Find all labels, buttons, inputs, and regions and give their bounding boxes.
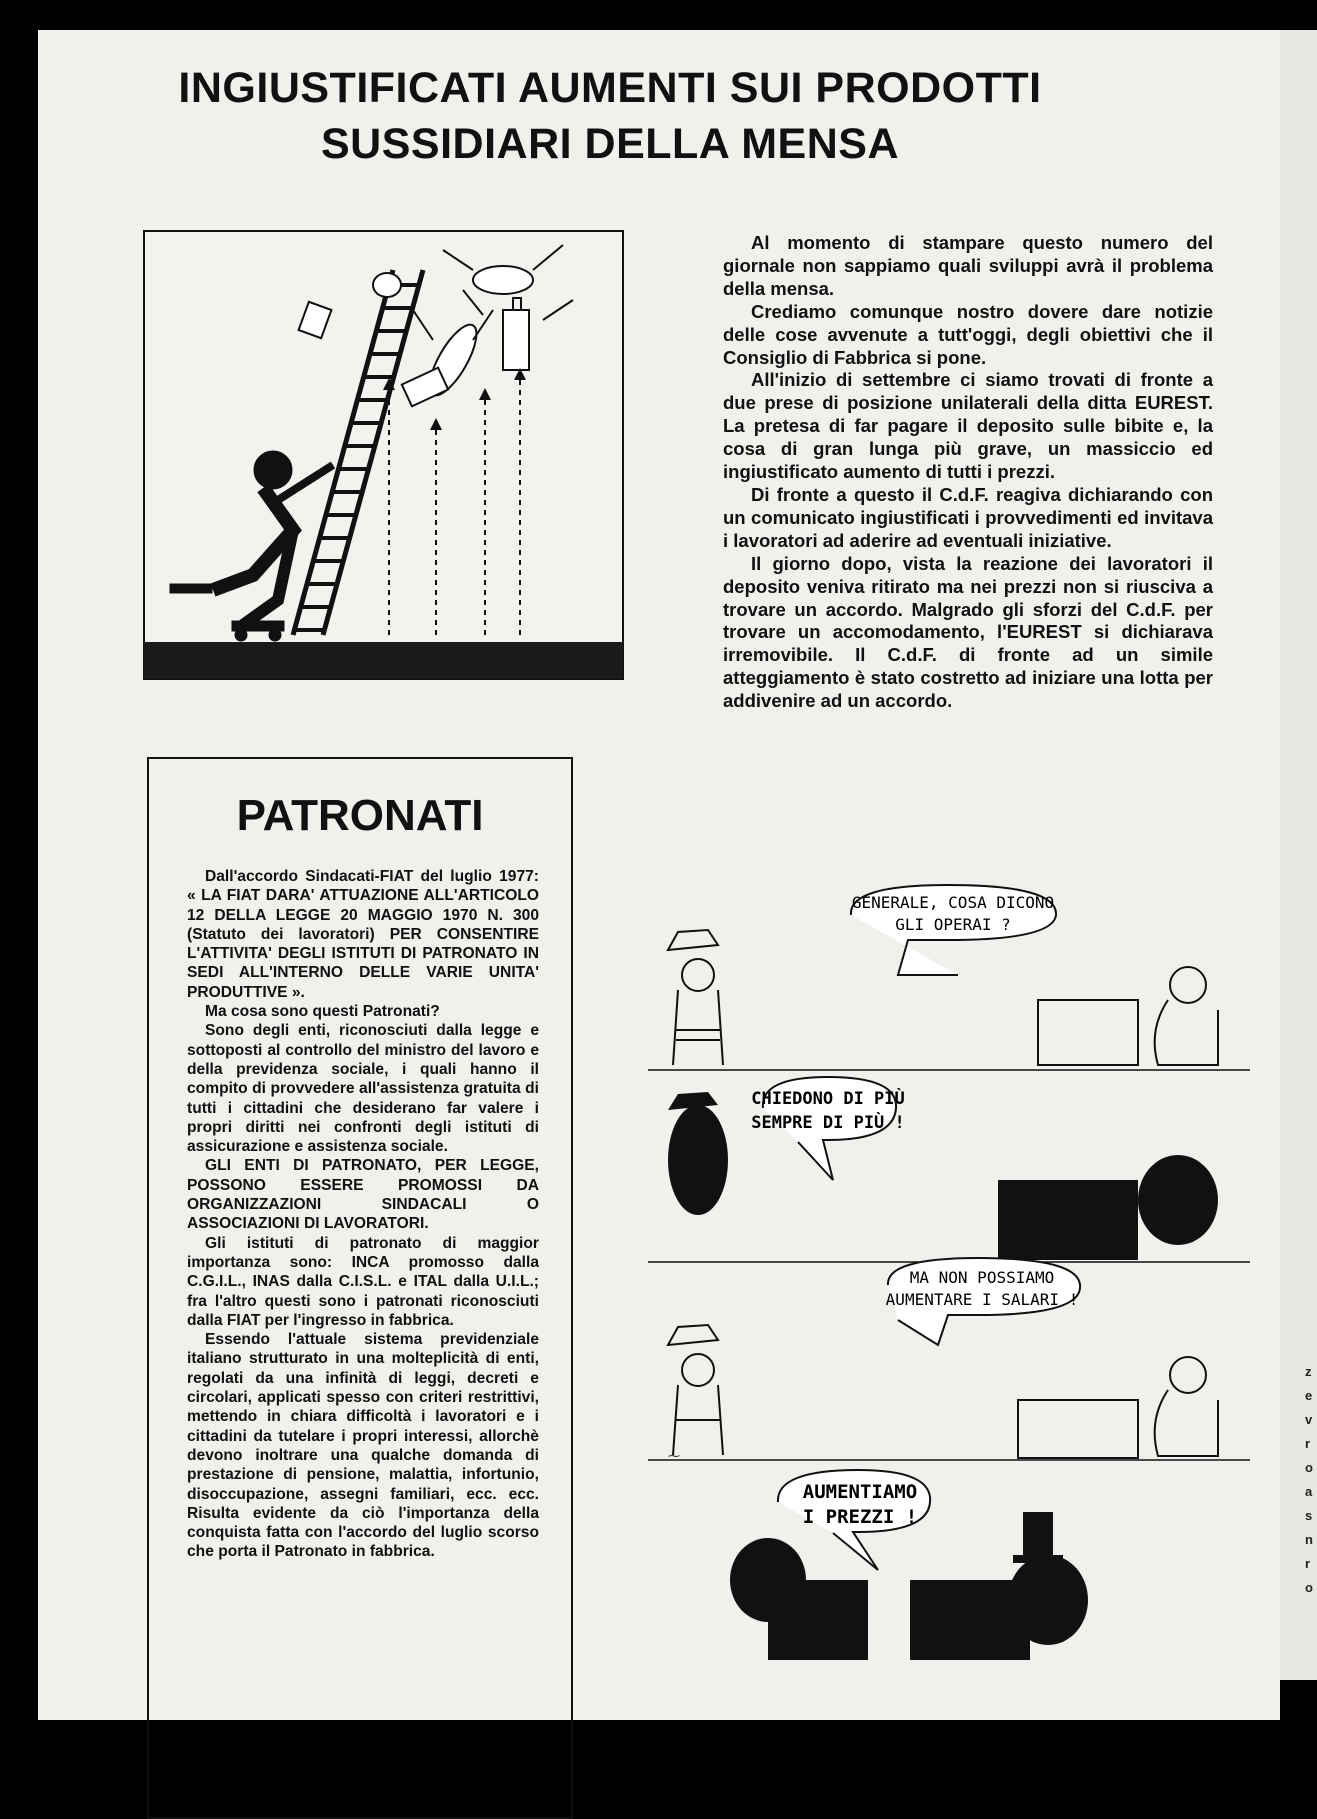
headline-line-2: SUSSIDIARI DELLA MENSA [321, 120, 899, 168]
patronati-paragraph: Ma cosa sono questi Patronati? [205, 1003, 440, 1021]
adjacent-page-text: z e v r o a s n r o [1305, 1364, 1313, 1595]
patronati-paragraph: Gli istituti di patronato di maggior importanza sono: INCA promosso dalla C.G.I.L., INAS dalla C.I.S.L. e ITAL dalla U.I.L.; fra l'altro questi sono i patronati riconosciuti dalla FIAT per l'ingresso in fabbrica. [187, 1234, 539, 1329]
svg-text:⁓: ⁓ [668, 1449, 680, 1463]
comic-text-1a: GENERALE, COSA DICONO [851, 893, 1055, 912]
comic-text-2b: SEMPRE DI PIÙ ! [751, 1113, 905, 1133]
comic-text-4a: AUMENTIAMO [802, 1481, 918, 1503]
comic-text-4b: I PREZZI ! [802, 1506, 918, 1528]
article-paragraph: All'inizio di settembre ci siamo trovati di fronte a due prese di posizione unilaterali della ditta EUREST. La pretesa di far pagare il deposito sulle bibite e, la cosa di gran lunga più grave, un massiccio ed ingiustificato aumento di tutti i prezzi. [723, 369, 1213, 483]
ladder-cartoon [143, 230, 624, 680]
comic-panel-1 [668, 885, 1218, 1065]
article-paragraph: Al momento di stampare questo numero del giornale non sappiamo quali sviluppi avrà il problema della mensa. [723, 232, 1213, 299]
patronati-paragraph: Sono degli enti, riconosciuti dalla legge e sottoposti al controllo del ministro del lavoro e della previdenza sociale, i quali hanno il compito di provvedere all'assistenza gratuita di tutti i cittadini che desiderano far valere i propri diritti nei confronti degli istituti di assicurazione e assistenza sociale. [187, 1022, 539, 1156]
patronati-paragraph: Dall'accordo Sindacati-FIAT del luglio 1977: « LA FIAT DARA' ATTUAZIONE ALL'ARTICOLO 12 DELLA LEGGE 20 MAGGIO 1970 N. 300 (Statuto dei lavoratori) PER CONSENTIRE L'ATTIVITA' DEGLI ISTITUTI DI PATRONATO IN SEDI ALL'INTERNO DELLE VARIE UNITA' PRODUTTIVE ». [187, 868, 539, 1001]
patronati-title: PATRONATI [236, 791, 484, 840]
patronati-body [187, 867, 539, 1562]
mensa-article [723, 232, 1213, 713]
comic-text-2a: CHIEDONO DI PIÙ [751, 1089, 905, 1109]
comic-strip [648, 880, 1250, 1670]
patronati-paragraph: Essendo l'attuale sistema previdenziale italiano strutturato in una molteplicità di enti, regolati da una infinità di leggi, decreti e circolari, applicati spesso con criteri restrittivi, mettendo in chiara difficoltà i lavoratori e i cittadini da tutelare i propri interessi, allorchè devono inoltrare una qualche domanda di prestazione di pensione, malattia, infortunio, disoccupazione, assegni familiari, ecc. ecc. Risulta evidente da ciò l'importanza della conquista fatta con l'accordo del luglio scorso che porta il Patronato in fabbrica. [187, 1331, 539, 1561]
article-paragraph: Il giorno dopo, vista la reazione dei lavoratori il deposito veniva ritirato ma nei prezzi non si riusciva a trovare un accordo. Malgrado gli sforzi del C.d.F. per trovare un accomodamento, l'EUREST si dichiarava irremovibile. Il C.d.F. di fronte ad un simile atteggiamento è stato costretto ad iniziare una lotta per addivenire ad un accordo. [723, 552, 1213, 712]
headline-line-1: INGIUSTIFICATI AUMENTI SUI PRODOTTI [178, 64, 1042, 112]
headline [100, 60, 1120, 172]
comic-text-3a: MA NON POSSIAMO [909, 1268, 1055, 1287]
patronati-paragraph: GLI ENTI DI PATRONATO, PER LEGGE, POSSONO ESSERE PROMOSSI DA ORGANIZZAZIONI SINDACALI O ASSOCIAZIONI DI LAVORATORI. [187, 1157, 539, 1233]
comic-panel-4 [730, 1470, 1088, 1660]
comic-text-1b: GLI OPERAI ? [895, 915, 1011, 934]
comic-text-3b: AUMENTARE I SALARI ! [885, 1290, 1079, 1309]
article-paragraph: Di fronte a questo il C.d.F. reagiva dichiarando con un comunicato ingiustificati i provvedimenti ed invitava i lavoratori ad aderire ad eventuali iniziative. [723, 483, 1213, 551]
patronati-box [147, 757, 573, 1819]
comic-panel-2 [668, 1077, 1218, 1260]
article-paragraph: Crediamo comunque nostro dovere dare notizie delle cose avvenute a tutt'oggi, degli obiettivi che il Consiglio di Fabbrica si pone. [723, 300, 1213, 368]
comic-panel-3 [668, 1258, 1218, 1463]
